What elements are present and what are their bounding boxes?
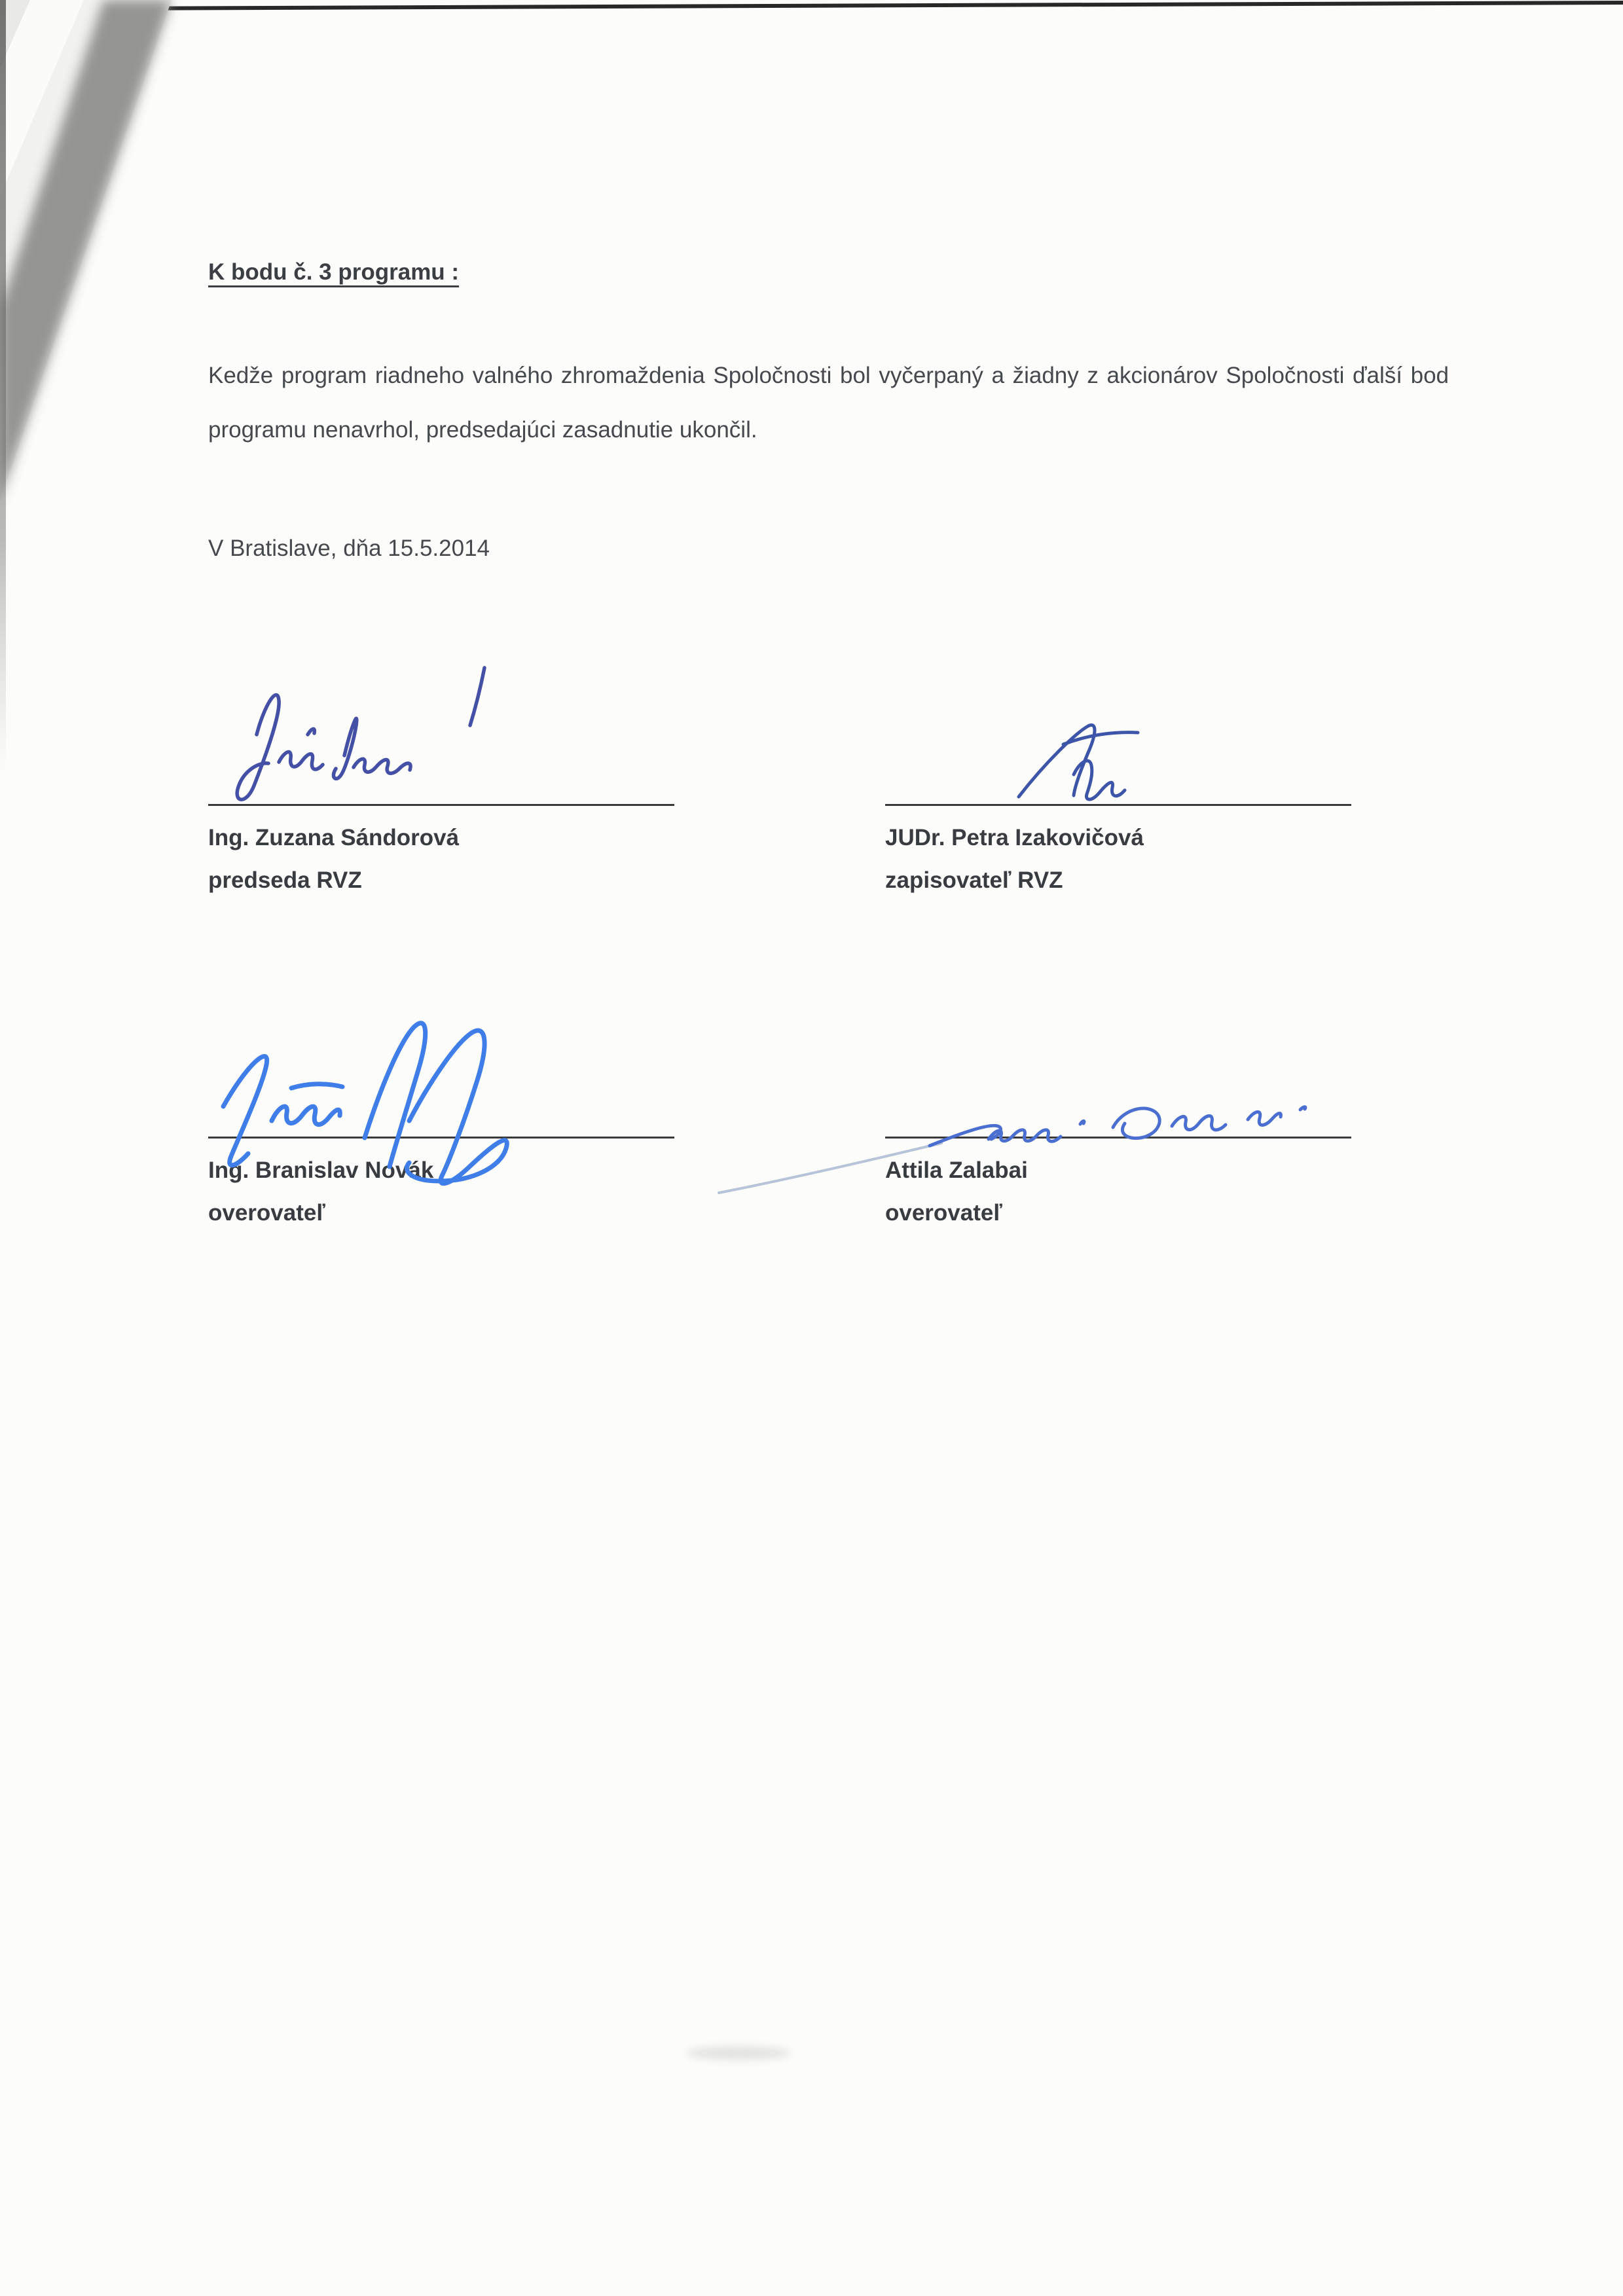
signature-line	[885, 1137, 1351, 1139]
signatory-name: JUDr. Petra Izakovičová	[885, 825, 1144, 850]
signature-block-predseda	[208, 804, 674, 893]
place-date-line: V Bratislave, dňa 15.5.2014	[208, 536, 490, 561]
body-paragraph: Kedže program riadneho valného zhromaždenia Spoločnosti bol vyčerpaný a žiadny z akcionárov Spoločnosti ďalší bod programu nenavrhol, predsedajúci zasadnutie ukončil.	[208, 363, 1449, 443]
signatory-role: predseda RVZ	[208, 867, 362, 893]
section-heading: K bodu č. 3 programu :	[208, 259, 460, 285]
signature-block-zapisovatel	[885, 804, 1351, 893]
signatory-name: Ing. Branislav Novák	[208, 1157, 434, 1183]
signature-block-overovatel-1	[208, 1137, 674, 1226]
signature-line	[885, 804, 1351, 806]
signatory-name: Attila Zalabai	[885, 1157, 1028, 1183]
signatory-role: overovateľ	[885, 1200, 1002, 1226]
signatory-role: overovateľ	[208, 1200, 325, 1226]
signature-block-overovatel-2	[885, 1137, 1351, 1226]
signatory-name: Ing. Zuzana Sándorová	[208, 825, 460, 850]
signatory-role: zapisovateľ RVZ	[885, 867, 1063, 893]
signature-line	[208, 804, 674, 806]
signature-line	[208, 1137, 674, 1139]
